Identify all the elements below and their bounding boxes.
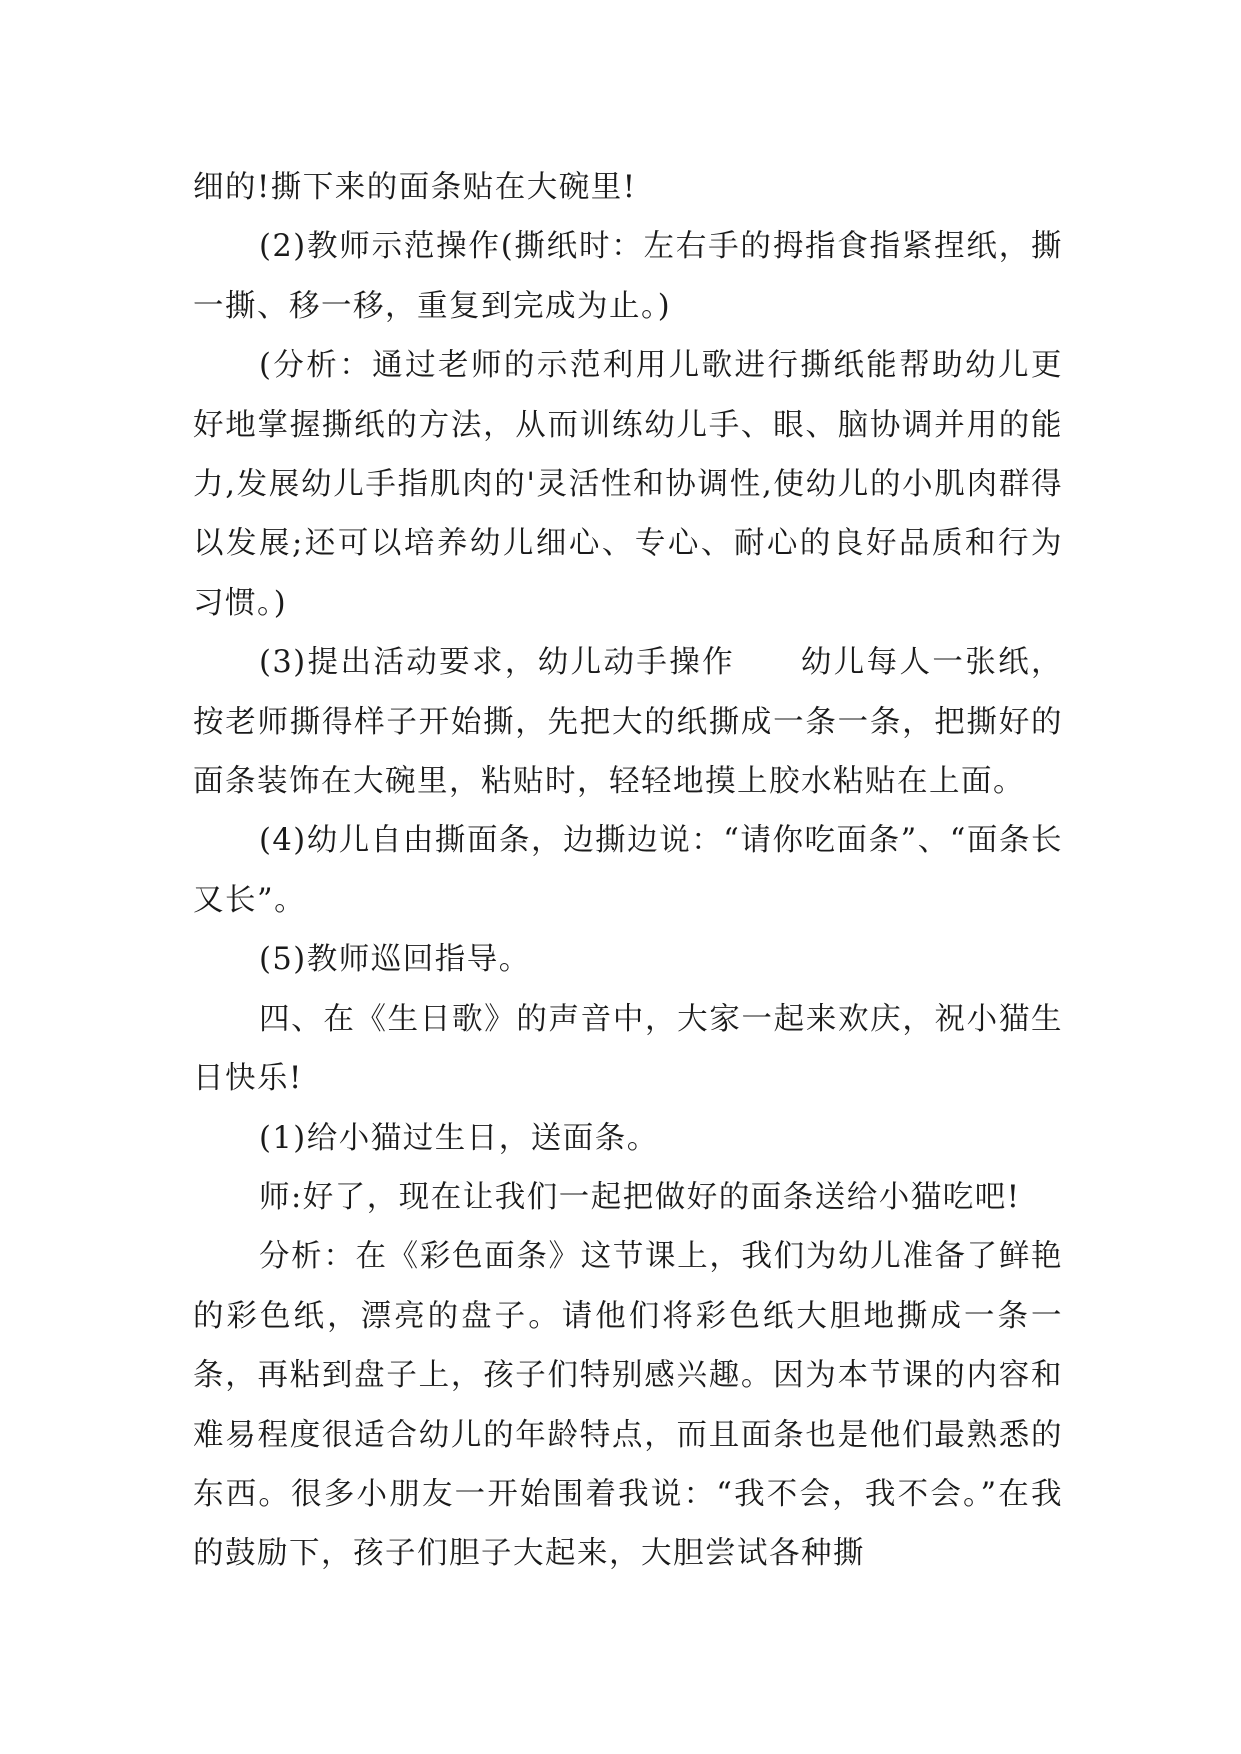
- paragraph-8: (1)给小猫过生日，送面条。: [259, 1120, 659, 1156]
- paragraph-9: 师:好了，现在让我们一起把做好的面条送给小猫吃吧!: [259, 1179, 1021, 1215]
- paragraph-2: (2)教师示范操作(撕纸时：左右手的拇指食指紧捏纸，撕一撕、移一移，重复到完成为止。): [193, 229, 1063, 324]
- paragraph-3: (分析：通过老师的示范利用儿歌进行撕纸能帮助幼儿更好地掌握撕纸的方法，从而训练幼儿手、眼、脑协调并用的能力,发展幼儿手指肌肉的'灵活性和协调性,使幼儿的小肌肉群得以发展;还可以培养幼儿细心、专心、耐心的良好品质和行为习惯。): [193, 348, 1063, 621]
- paragraph-6: (5)教师巡回指导。: [259, 942, 531, 978]
- paragraph-7: 四、在《生日歌》的声音中，大家一起来欢庆，祝小猫生日快乐!: [193, 1001, 1063, 1097]
- paragraph-4: (3)提出活动要求，幼儿动手操作 幼儿每人一张纸，按老师撕得样子开始撕，先把大的纸撕成一条一条，把撕好的面条装饰在大碗里，粘贴时，轻轻地摸上胶水粘贴在上面。: [193, 645, 1063, 800]
- paragraph-1: 细的!撕下来的面条贴在大碗里!: [193, 170, 637, 205]
- document-body: [193, 158, 1063, 1584]
- paragraph-5: (4)幼儿自由撕面条，边撕边说：“请你吃面条”、“面条长又长”。: [193, 823, 1063, 918]
- paragraph-10: 分析：在《彩色面条》这节课上，我们为幼儿准备了鲜艳的彩色纸，漂亮的盘子。请他们将彩色纸大胆地撕成一条一条，再粘到盘子上，孩子们特别感兴趣。因为本节课的内容和难易程度很适合幼儿的年龄特点，而且面条也是他们最熟悉的东西。很多小朋友一开始围着我说：“我不会，我不会。”在我的鼓励下，孩子们胆子大起来，大胆尝试各种撕: [193, 1239, 1063, 1572]
